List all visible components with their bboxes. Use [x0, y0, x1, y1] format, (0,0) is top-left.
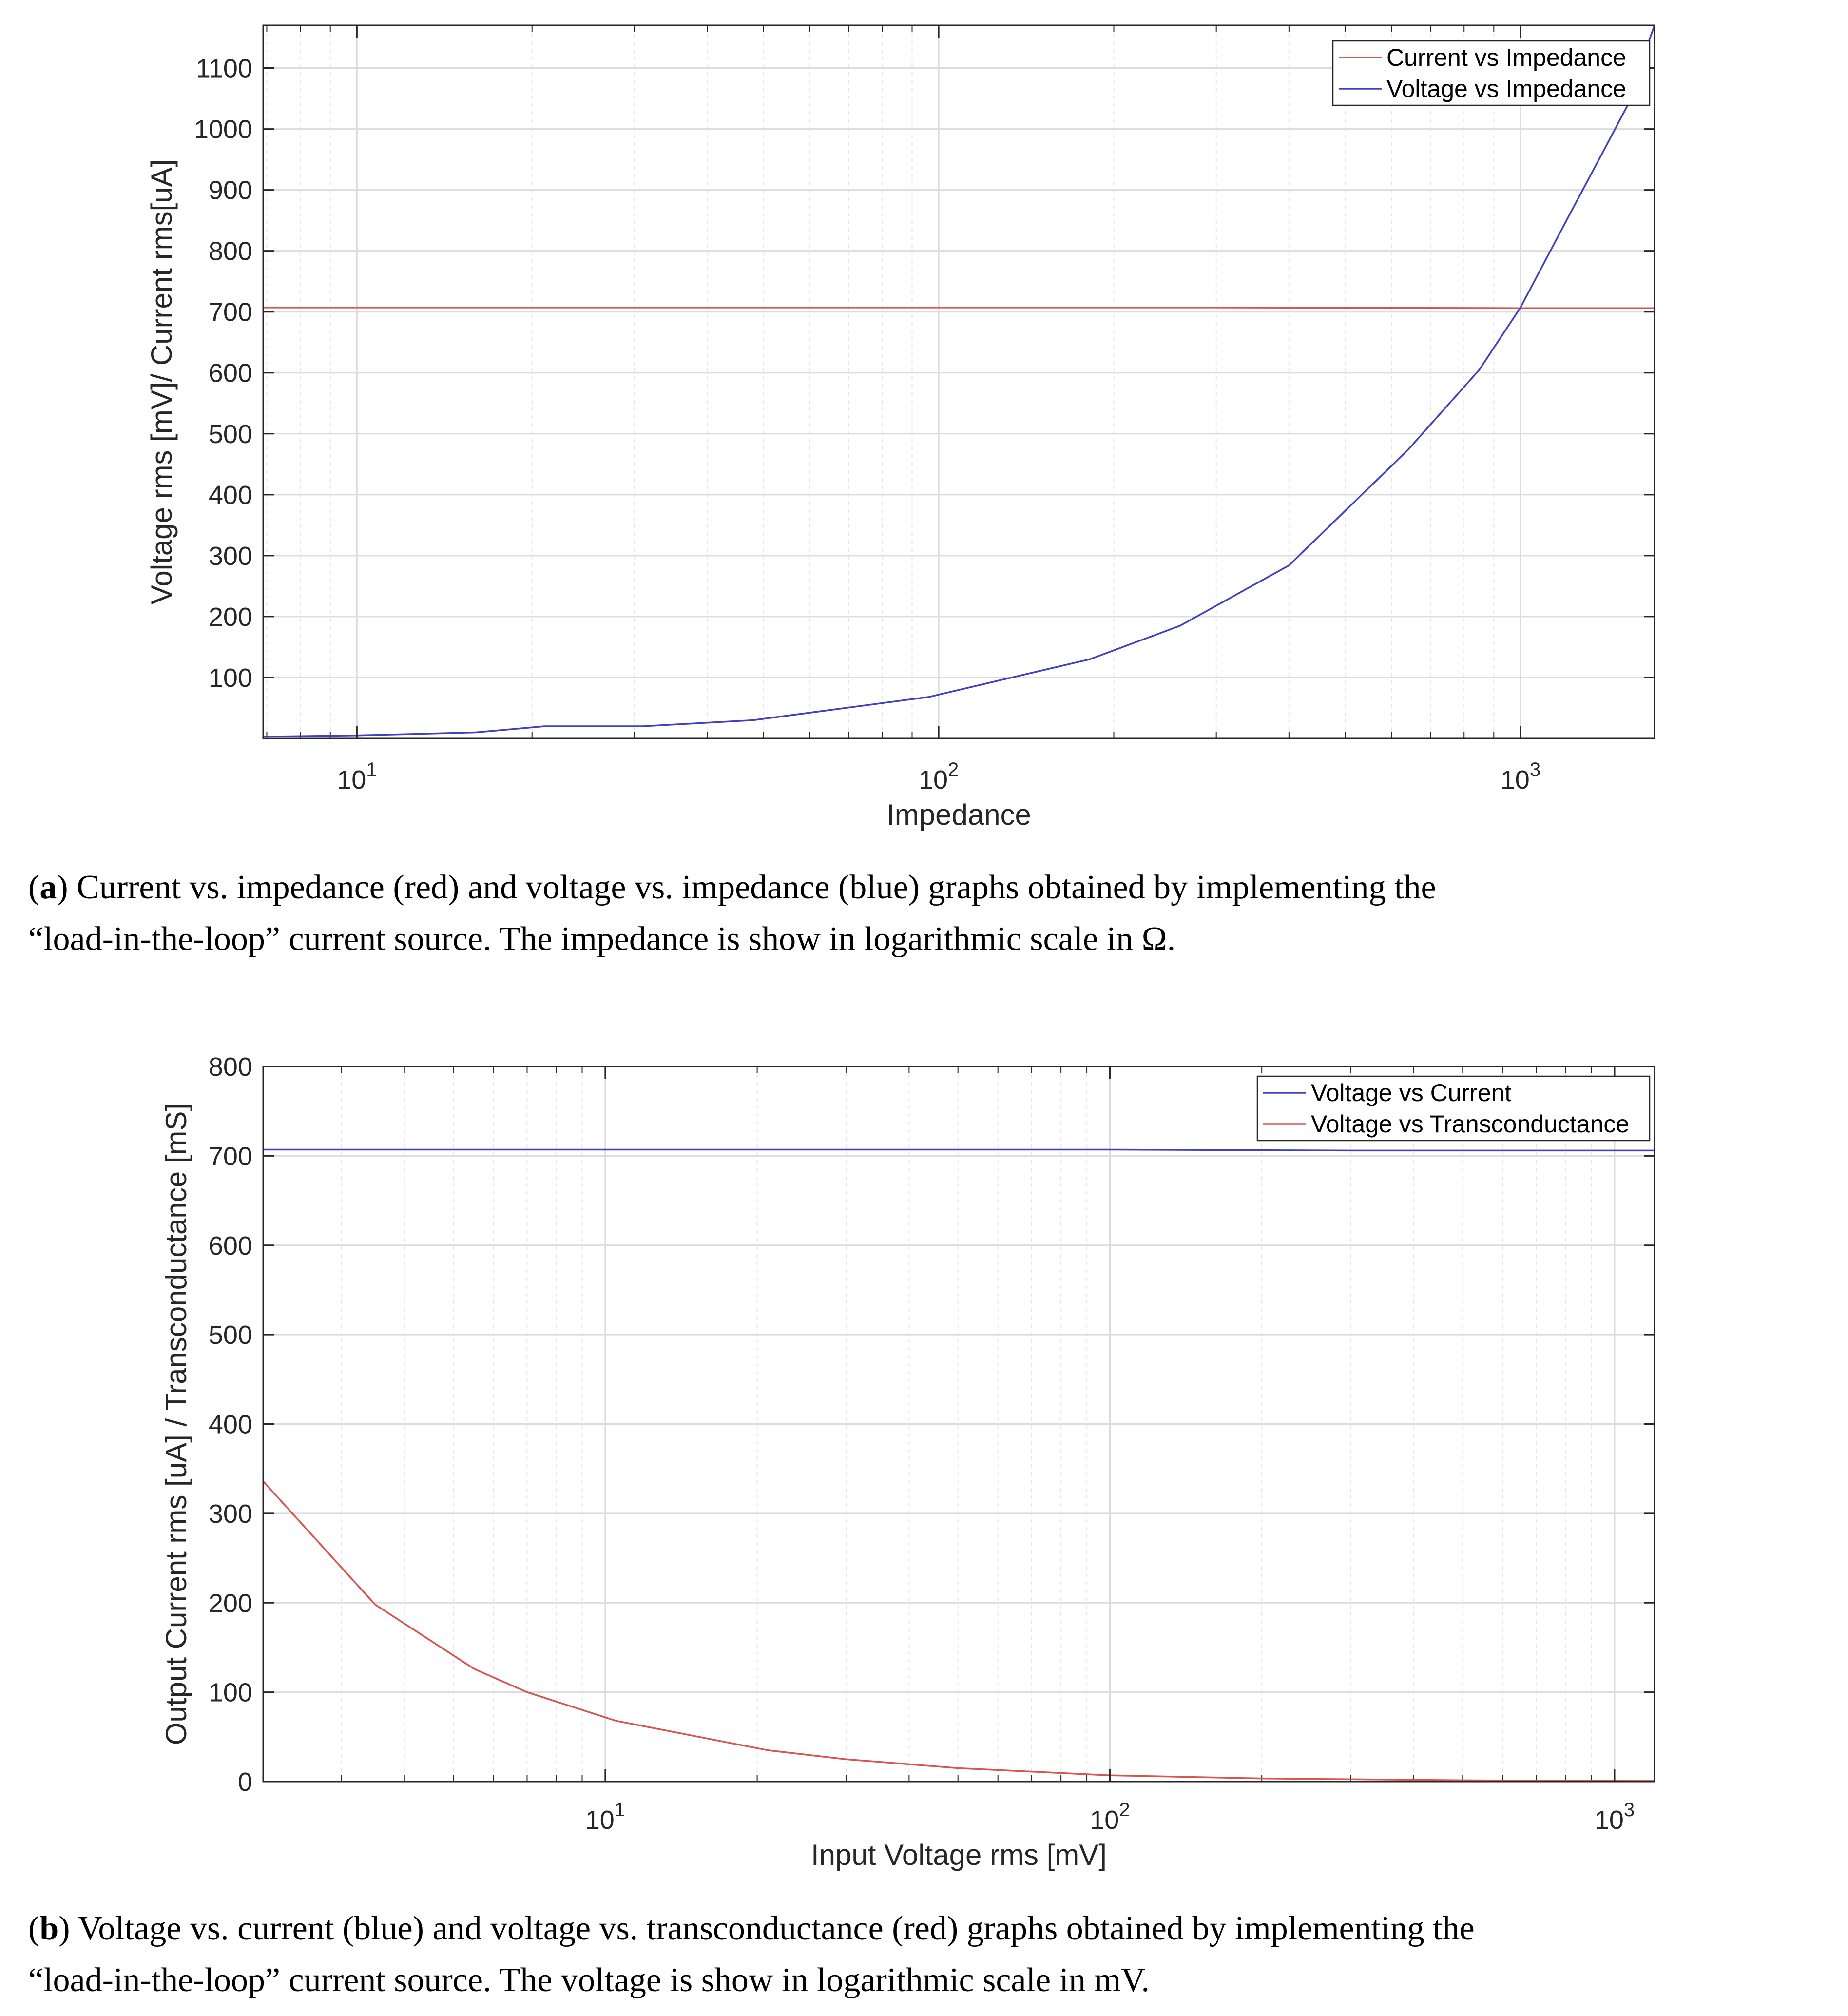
y-tick-label: 200	[208, 602, 252, 632]
x-tick-label: $10^3$	[1500, 759, 1541, 795]
legend-label-1: Voltage vs Impedance	[1386, 75, 1626, 102]
legend-label-0: Current vs Impedance	[1386, 44, 1626, 71]
y-tick-label: 1000	[193, 115, 252, 144]
y-tick-label: 600	[208, 358, 252, 388]
y-tick-label: 200	[208, 1589, 252, 1618]
y-tick-label: 100	[208, 663, 252, 693]
y-tick-label: 700	[208, 297, 252, 327]
chart-a	[145, 25, 1655, 831]
caption-b-line2: “load-in-the-loop” current source. The voltage is show in logarithmic scale in mV.	[28, 1961, 1150, 1999]
caption-a-label: a	[39, 869, 57, 906]
y-tick-label: 600	[208, 1231, 252, 1260]
legend-label-1: Voltage vs Transconductance	[1311, 1110, 1630, 1138]
series-line-0	[263, 1150, 1655, 1151]
legend	[1333, 41, 1650, 105]
x-tick-label: $10^1$	[585, 1799, 626, 1835]
x-tick-label: $10^3$	[1594, 1799, 1635, 1835]
y-tick-label: 300	[208, 541, 252, 571]
y-tick-label: 1100	[195, 54, 252, 83]
caption-a-line1: Current vs. impedance (red) and voltage vs. impedance (blue) graphs obtained by implementing the	[77, 869, 1436, 906]
x-tick-label: $10^2$	[1090, 1799, 1130, 1835]
x-tick-label: $10^2$	[918, 759, 959, 795]
caption-b-label: b	[39, 1910, 59, 1947]
caption-a: (a) Current vs. impedance (red) and voltage vs. impedance (blue) graphs obtained by implementing the “load-in-the-loop” current source. The impedance is show in logarithmic scale in Ω.	[28, 869, 1436, 958]
legend-label-0: Voltage vs Current	[1311, 1079, 1512, 1106]
y-tick-label: 700	[208, 1142, 252, 1171]
y-tick-label: 300	[208, 1499, 252, 1529]
x-axis-label: Impedance	[886, 798, 1031, 831]
y-tick-label: 800	[208, 236, 252, 266]
y-tick-label: 500	[208, 1320, 252, 1350]
y-tick-label: 800	[208, 1052, 252, 1082]
chart-b	[160, 1052, 1655, 1871]
caption-b-line1: Voltage vs. current (blue) and voltage vs. transconductance (red) graphs obtained by implementing the	[77, 1910, 1475, 1947]
y-tick-label: 400	[208, 480, 252, 510]
y-axis-label: Output Current rms [uA] / Transconductance [mS]	[160, 1103, 192, 1745]
y-tick-label: 900	[208, 175, 252, 205]
y-axis-label: Voltage rms [mV]/ Current rms[uA]	[145, 159, 178, 605]
y-tick-label: 400	[208, 1410, 252, 1439]
y-tick-label: 0	[237, 1767, 252, 1797]
y-tick-label: 500	[208, 419, 252, 449]
legend	[1257, 1076, 1650, 1141]
x-tick-label: $10^1$	[337, 759, 377, 795]
x-axis-label: Input Voltage rms [mV]	[811, 1839, 1107, 1871]
caption-a-line2: “load-in-the-loop” current source. The impedance is show in logarithmic scale in Ω.	[28, 920, 1176, 958]
plot-area	[263, 25, 1655, 738]
caption-b: (b) Voltage vs. current (blue) and voltage vs. transconductance (red) graphs obtained by implementing the “load-in-the-loop” current source. The voltage is show in logarithmic scale in mV.	[28, 1910, 1475, 1999]
y-tick-label: 100	[208, 1678, 252, 1707]
